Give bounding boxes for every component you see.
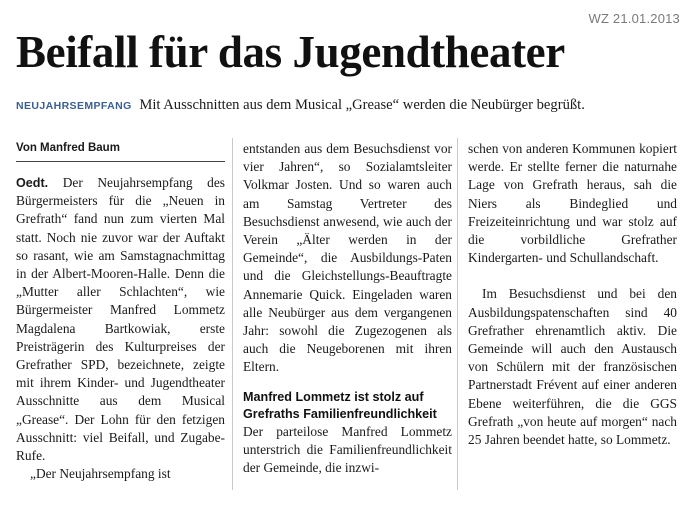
subheading: Manfred Lommetz ist stolz auf Grefraths Familienfreundlichkeit <box>243 389 437 421</box>
column-2 <box>243 140 452 490</box>
column-3 <box>468 140 677 490</box>
paragraph: schen von anderen Kommunen kopiert werde. Er stellte ferner die naturnahe Lage von Grefrath heraus, sah die Niers als Bindeglied und Freizeiteinrichtung und war stolz auf die vorbildliche Grefrather Kindergarten- und Schullandschaft. <box>468 141 677 266</box>
paragraph: Der parteilose Manfred Lommetz unterstrich die Familienfreundlichkeit der Gemeinde, die inzwi- <box>243 423 452 476</box>
paragraph: Im Besuchsdienst und bei den Ausbildungspatenschaften sind 40 Grefrather ehrenamtlich aktiv. Die Gemeinde will auch den Austausch von Schülern mit der französischen Partnerstadt Frévent auf einer anderen Ebene weiterführen, die die GGS Grefrath „von heute auf morgen“ nach 25 Jahren beendet hatte, so Lommetz. <box>468 286 677 448</box>
subline <box>16 96 686 115</box>
column-divider <box>457 138 458 490</box>
paragraph: „Der Neujahrsempfang ist <box>30 466 171 482</box>
column-divider <box>232 138 233 490</box>
paragraph <box>16 174 225 465</box>
dateline: Oedt. <box>16 176 49 190</box>
source-tag: WZ 21.01.2013 <box>588 11 680 26</box>
paragraph: entstanden aus dem Besuchsdienst vor vier Jahren“, so Sozialamtsleiter Volkmar Josten. Und so waren auch am Samstag Vertreter des Besuchsdienst anwesend, wie auch der Verein „Älter werden in der Gemeinde“, die Ausbildungs-Paten und die Gleichstellungs-Beauftragte Annemarie Quick. Eingeladen waren alle Neubürger aus dem vergangenen Jahr: sowohl die Zugezogenen als auch die Neugeborenen mit ihren Eltern. <box>243 141 452 375</box>
paragraph-text: Der Neujahrsempfang des Bürgermeisters für die „Neuen in Grefrath“ fand nun zum vierten Mal statt. Noch nie zuvor war der Auftakt so rasant, wie am Samstagnachmittag in der Albert-Mooren-Halle. Denn die „Mutter aller Schlachten“, wie Bürgermeister Manfred Lommetz Magdalena Bartkowiak, erste Preisträgerin des Kulturpreises der Grefrather SPD, bezeichnete, zeigte mit ihrem Kinder- und Jugendtheater Ausschnitte aus dem Musical „Grease“. Der Lohn für den fetzigen Ausschnitt: viel Beifall, und Zugabe-Rufe. <box>16 175 225 464</box>
headline: Beifall für das Jugendtheater <box>16 27 565 77</box>
byline: Von Manfred Baum <box>16 142 120 154</box>
kicker: NEUJAHRSEMPFANG <box>16 100 132 112</box>
column-1 <box>16 140 225 490</box>
byline-rule <box>16 161 225 162</box>
subline-text: Mit Ausschnitten aus dem Musical „Grease“ werden die Neubürger begrüßt. <box>139 97 585 113</box>
